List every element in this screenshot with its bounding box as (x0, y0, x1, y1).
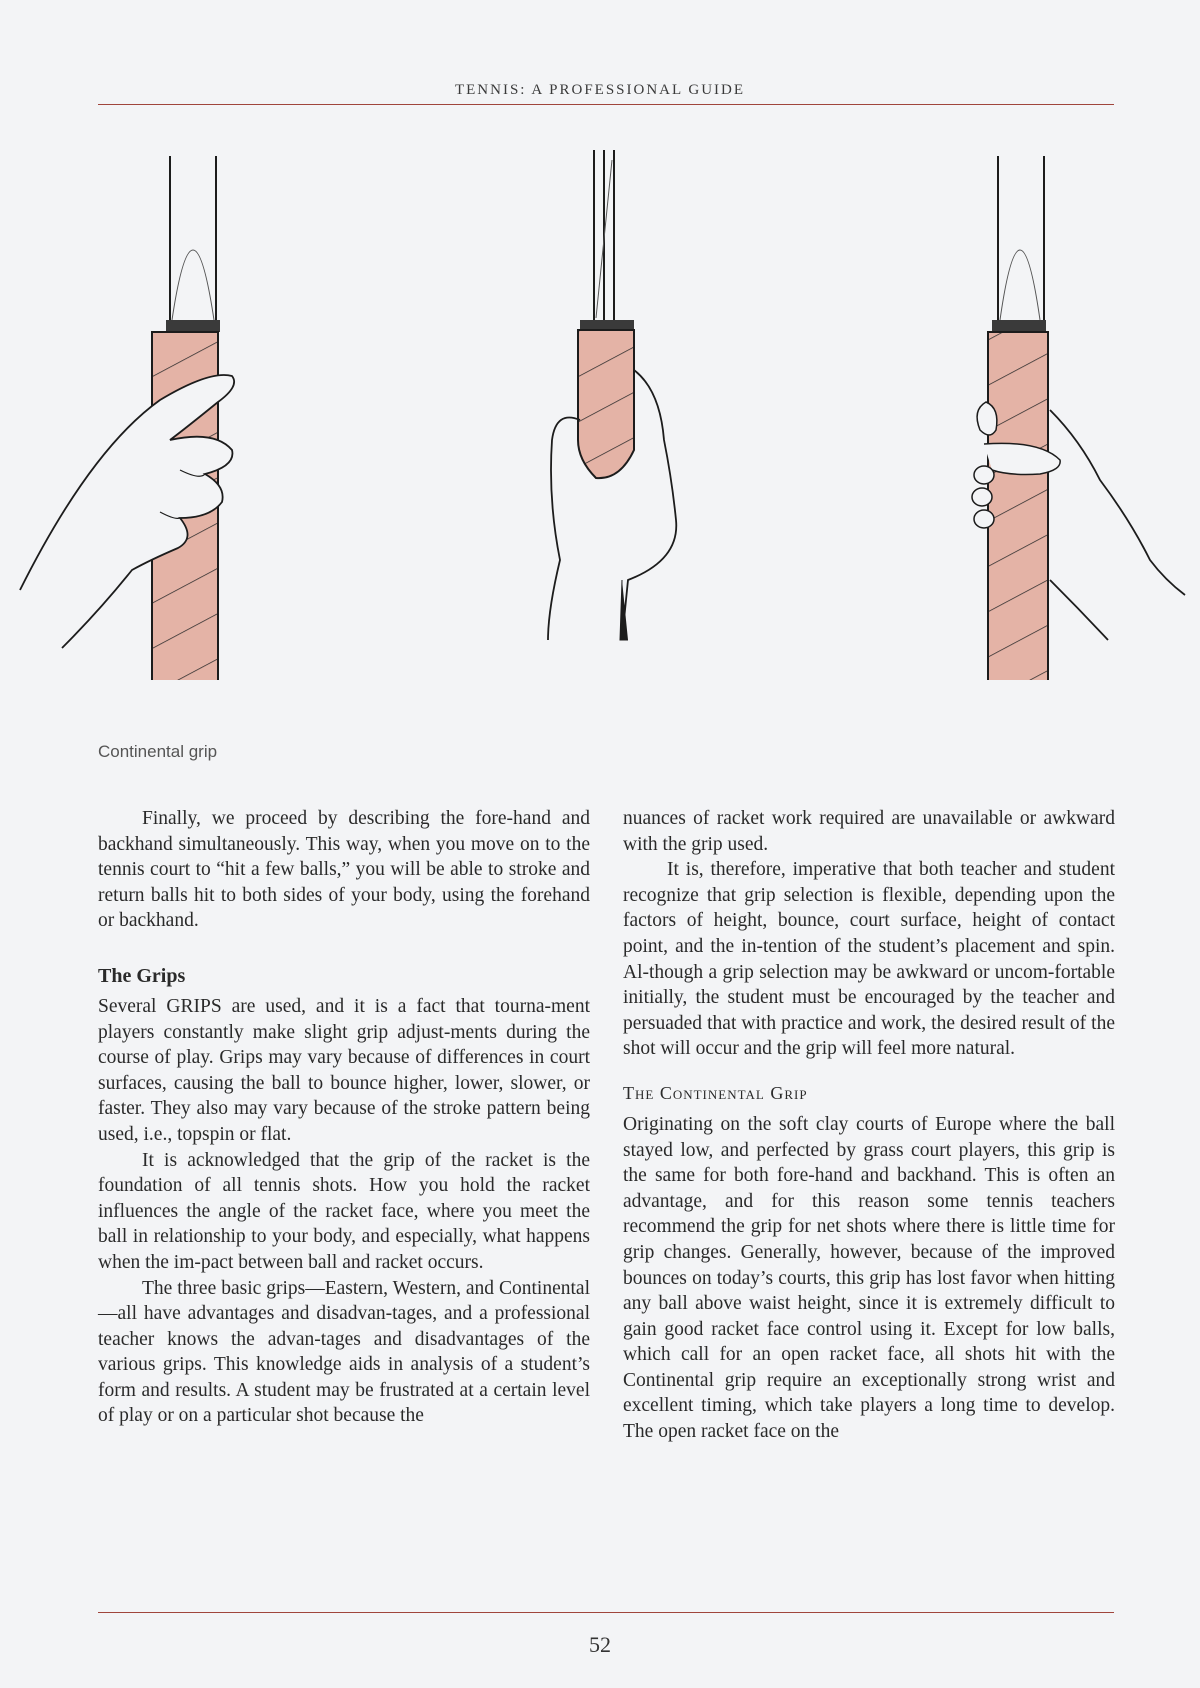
body-paragraph: It is, therefore, imperative that both teacher and student recognize that grip selection is flexible, depending upon the factors of height, bounce, court surface, height of contact point, and the in-tention of the student’s placement and spin. Al-though a grip selection may be awkward or uncom-fortable initially, the student must be encouraged by the teacher and persuaded that with practice and work, the desired result of the shot will occur and the grip will feel more natural. (623, 859, 1115, 1060)
racket-handle-grip (578, 330, 634, 478)
body-paragraph: Originating on the soft clay courts of Europe where the ball stayed low, and perfected by grass court players, this grip is the same for both fore-hand and backhand. This is often an advantage, and for this reason some tennis teachers recommend the grip for net shots where there is little time for grip changes. Generally, however, because of the improved bounces on today’s courts, this grip has lost favor when hitting any ball above waist height, since it is extremely difficult to gain good racket face control using it. Except for low balls, which call for an open racket face, all shots hit with the Continental grip require an exceptionally strong wrist and excellent timing, which take players a long time to develop. The open racket face on the (623, 1113, 1115, 1443)
body-paragraph: nuances of racket work required are unavailable or awkward with the grip used. (623, 808, 1115, 855)
left-column (98, 806, 590, 1429)
footer-rule (98, 1612, 1114, 1613)
header-rule (98, 104, 1114, 105)
backhand-hand-drawing (972, 156, 1185, 680)
body-paragraph: It is acknowledged that the grip of the racket is the foundation of all tennis shots. How you hold the racket influences the angle of the racket face, where you meet the ball in relationship to your body, and especially, what happens when the im-pact between ball and racket occurs. (98, 1149, 590, 1273)
body-paragraph: Several GRIPS are used, and it is a fact that tourna-ment players constantly make slight grip adjust-ments during the course of play. Grips may vary because of differences in court surfaces, causing the ball to bounce higher, lower, slower, or faster. They also may vary because of the stroke pattern being used, i.e., topspin or flat. (98, 995, 590, 1145)
subsection-title: The Continental Grip (623, 1082, 808, 1103)
intro-paragraph: Finally, we proceed by describing the fore-hand and backhand simultaneously. This way, when you move on to the tennis court to “hit a few balls,” you will be able to stroke and return balls hit to both sides of your body, using the forehand or backhand. (98, 808, 590, 932)
figure-caption: Continental grip (98, 742, 218, 761)
page-number: 52 (589, 1632, 611, 1657)
continental-grip-illustration (0, 140, 1200, 680)
right-column (623, 806, 1115, 1445)
racket-handle-grip (988, 332, 1048, 680)
top-view-hand-drawing (548, 150, 676, 640)
forehand-hand-drawing (20, 156, 234, 680)
body-paragraph: The three basic grips—Eastern, Western, and Continental—all have advantages and disadvan-tages, and a professional teacher knows the advan-tages and disadvantages of the various grips. This knowledge aids in analysis of a student’s form and results. A student may be frustrated at a certain level of play or on a particular shot because the (98, 1277, 590, 1427)
section-title: The Grips (98, 964, 186, 987)
running-head: TENNIS: A PROFESSIONAL GUIDE (454, 82, 746, 98)
